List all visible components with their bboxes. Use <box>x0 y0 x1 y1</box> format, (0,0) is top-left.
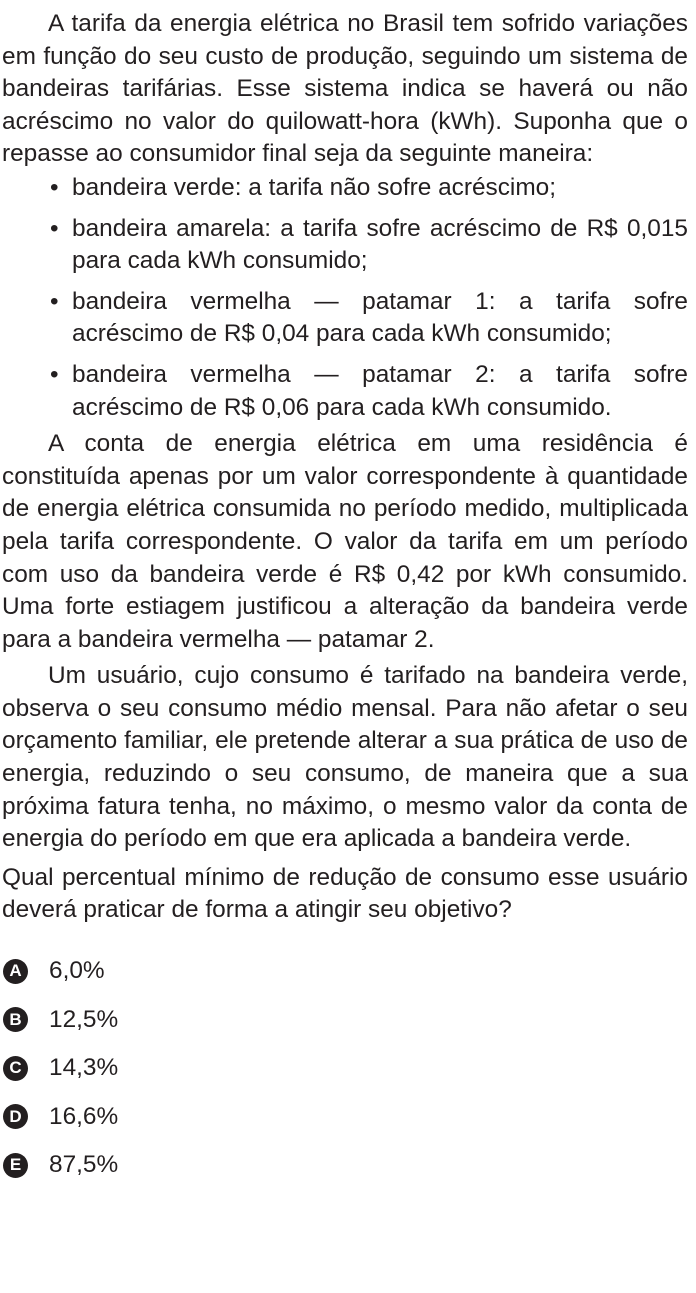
tariff-flag-list <box>2 172 688 424</box>
billing-paragraph: A conta de energia elétrica em uma residência é constituída apenas por um valor correspondente à quantidade de energia elétrica consumida no período medido, multiplicada pela tarifa correspondente. O valor da tarifa em um período com uso da bandeira verde é R$ 0,42 por kWh consumido. Uma forte estiagem justificou a alteração da bandeira verde para a bandeira vermelha — patamar 2. <box>2 430 688 653</box>
option-text: 6,0% <box>49 957 105 985</box>
option-letter-b-icon: B <box>3 1007 28 1032</box>
bullet-text-red-2: bandeira vermelha — patamar 2: a tarifa sofre acréscimo de R$ 0,06 para cada kWh consumido. <box>72 360 688 421</box>
bullet-icon: • <box>50 214 59 242</box>
option-c[interactable] <box>2 1044 688 1093</box>
list-item <box>2 172 688 205</box>
option-letter-a-icon: A <box>3 959 28 984</box>
bullet-text-red-1: bandeira vermelha — patamar 1: a tarifa sofre acréscimo de R$ 0,04 para cada kWh consumido; <box>72 287 688 348</box>
bullet-icon: • <box>50 360 59 388</box>
list-item <box>2 213 688 278</box>
question-prompt: Qual percentual mínimo de redução de consumo esse usuário deverá praticar de forma a atingir seu objetivo? <box>2 863 688 924</box>
user-paragraph: Um usuário, cujo consumo é tarifado na bandeira verde, observa o seu consumo médio mensal. Para não afetar o seu orçamento familiar, ele pretende alterar a sua prática de uso de energia, reduzindo o seu consumo, de maneira que a sua próxima fatura tenha, no máximo, o mesmo valor da conta de energia do período em que era aplicada a bandeira verde. <box>2 662 688 853</box>
list-item <box>2 286 688 351</box>
option-text: 87,5% <box>49 1151 119 1179</box>
option-e[interactable] <box>2 1141 688 1190</box>
bullet-icon: • <box>50 173 59 201</box>
bullet-text-green: bandeira verde: a tarifa não sofre acréscimo; <box>72 173 557 201</box>
answer-options <box>2 947 688 1190</box>
list-item <box>2 359 688 424</box>
intro-paragraph: A tarifa da energia elétrica no Brasil tem sofrido variações em função do seu custo de produção, seguindo um sistema de bandeiras tarifárias. Esse sistema indica se haverá ou não acréscimo no valor do quilowatt-hora (kWh). Suponha que o repasse ao consumidor final seja da seguinte maneira: <box>2 10 688 168</box>
question-page <box>2 0 688 1190</box>
option-text: 12,5% <box>49 1005 119 1033</box>
option-a[interactable] <box>2 947 688 996</box>
option-letter-e-icon: E <box>3 1153 28 1178</box>
bullet-text-yellow: bandeira amarela: a tarifa sofre acréscimo de R$ 0,015 para cada kWh consumido; <box>72 214 688 275</box>
bullet-icon: • <box>50 287 59 315</box>
option-b[interactable] <box>2 996 688 1045</box>
option-letter-d-icon: D <box>3 1104 28 1129</box>
option-d[interactable] <box>2 1093 688 1142</box>
option-letter-c-icon: C <box>3 1056 28 1081</box>
option-text: 16,6% <box>49 1102 119 1130</box>
option-text: 14,3% <box>49 1054 119 1082</box>
